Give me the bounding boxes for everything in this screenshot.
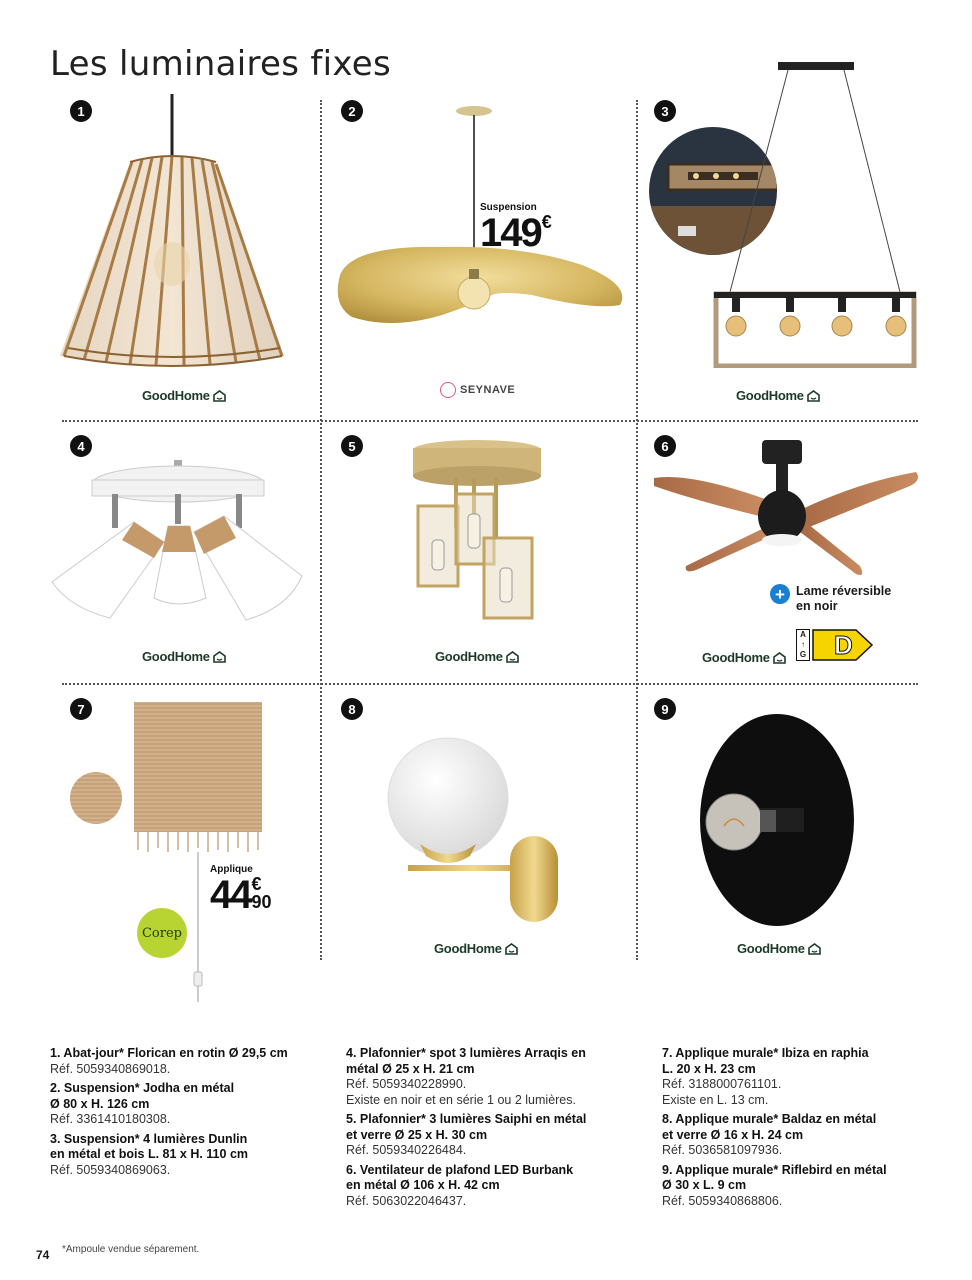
brand-logo-goodhome — [435, 649, 519, 664]
energy-class-letter: D — [834, 630, 853, 660]
price-tag-suspension — [480, 202, 552, 253]
price-currency: € — [541, 212, 552, 232]
product-image-bar-pendant — [704, 58, 926, 368]
product-number: 7 — [70, 698, 92, 720]
description-ref: Réf. 5059340228990. — [346, 1077, 467, 1091]
description-title: en métal Ø 106 x H. 42 cm — [346, 1178, 500, 1192]
product-number: 3 — [654, 100, 676, 122]
description-title: 2. Suspension* Jodha en métal — [50, 1081, 235, 1095]
description-title: et verre Ø 16 x H. 24 cm — [662, 1127, 804, 1142]
product-number: 9 — [654, 698, 676, 720]
price-integer: 44 — [210, 873, 251, 917]
description-title: 6. Ventilateur de plafond LED Burbank — [346, 1162, 574, 1177]
product-number: 2 — [341, 100, 363, 122]
grid-divider — [636, 100, 638, 960]
product-description — [662, 1163, 942, 1210]
price-value — [210, 875, 272, 915]
brand-name: Corep — [141, 925, 182, 941]
brand-name: SEYNAVE — [460, 384, 516, 396]
description-title: 8. Applique murale* Baldaz en métal — [662, 1112, 877, 1126]
description-title: Ø 30 x L. 9 cm — [662, 1178, 747, 1192]
price-value — [480, 213, 552, 253]
product-description — [346, 1112, 636, 1159]
price-label: Applique — [210, 864, 253, 875]
product-image-rattan-pendant — [60, 94, 300, 374]
description-title: métal Ø 25 x H. 21 cm — [346, 1061, 475, 1076]
product-image-glass-ceiling — [404, 438, 550, 626]
description-ref: Réf. 3188000761101. — [662, 1077, 782, 1091]
brand-name: GoodHome — [142, 649, 210, 664]
house-icon — [213, 390, 226, 402]
energy-scale — [796, 629, 810, 661]
description-ref: Réf. 5036581097936. — [662, 1143, 783, 1157]
brand-name: GoodHome — [736, 388, 804, 403]
product-description — [50, 1081, 330, 1128]
brand-logo-goodhome — [142, 649, 226, 664]
product-description — [50, 1046, 330, 1077]
description-ref: Réf. 5059340869018. — [50, 1061, 171, 1076]
description-title: et verre Ø 25 x H. 30 cm — [346, 1127, 488, 1142]
brand-logo-goodhome — [142, 388, 226, 403]
brand-logo-corep — [137, 908, 187, 958]
seynave-logo-icon — [440, 382, 456, 398]
description-title: Ø 80 x H. 126 cm — [50, 1096, 150, 1111]
page-title: Les luminaires fixes — [50, 44, 391, 84]
description-title: 5. Plafonnier* 3 lumières Saiphi en métal — [346, 1112, 587, 1126]
product-image-ceiling-fan — [650, 438, 922, 578]
descriptions-column-3 — [662, 1046, 942, 1213]
plus-icon: + — [770, 584, 790, 604]
description-title: L. 20 x H. 23 cm — [662, 1061, 756, 1076]
description-title: 3. Suspension* 4 lumières Dunlin — [50, 1131, 248, 1146]
description-title: 1. Abat-jour* Florican en rotin Ø 29,5 cm — [50, 1046, 288, 1060]
description-ref: Réf. 5059340868806. — [662, 1193, 783, 1208]
product-number: 1 — [70, 100, 92, 122]
description-ref: Réf. 5059340226484. — [346, 1143, 467, 1157]
feature-line: Lame réversible — [796, 584, 892, 598]
product-description — [662, 1112, 942, 1159]
energy-scale-bottom: G — [799, 650, 807, 659]
house-icon — [773, 652, 786, 664]
brand-name: GoodHome — [142, 388, 210, 403]
house-icon — [808, 943, 821, 955]
footnote: *Ampoule vendue séparement. — [62, 1244, 200, 1255]
description-ref: Réf. 3361410180308. — [50, 1112, 171, 1126]
price-currency: € — [251, 874, 262, 894]
brand-name: GoodHome — [702, 650, 770, 665]
grid-divider — [62, 420, 918, 422]
product-image-raffia-wall-lamp — [66, 702, 286, 1020]
product-image-spot-ceiling — [50, 458, 306, 626]
grid-divider — [62, 683, 918, 685]
product-number: 4 — [70, 435, 92, 457]
energy-class-arrow — [812, 629, 862, 661]
brand-logo-seynave — [440, 382, 515, 398]
brand-logo-goodhome — [737, 941, 821, 956]
description-ref: Réf. 5059340869063. — [50, 1162, 171, 1177]
description-title: 7. Applique murale* Ibiza en raphia — [662, 1046, 869, 1060]
product-number: 6 — [654, 435, 676, 457]
brand-logo-goodhome — [702, 650, 786, 665]
description-title: 9. Applique murale* Riflebird en métal — [662, 1162, 887, 1177]
price-tag-applique — [210, 864, 272, 915]
product-number: 8 — [341, 698, 363, 720]
brand-name: GoodHome — [434, 941, 502, 956]
house-icon — [505, 943, 518, 955]
page-number: 74 — [36, 1248, 50, 1262]
brand-name: GoodHome — [737, 941, 805, 956]
brand-logo-goodhome — [736, 388, 820, 403]
energy-label — [796, 629, 862, 661]
price-cents: 90 — [251, 892, 272, 912]
house-icon — [807, 390, 820, 402]
descriptions-column-1 — [50, 1046, 330, 1182]
product-description — [346, 1163, 636, 1210]
product-number: 5 — [341, 435, 363, 457]
product-description — [662, 1046, 942, 1108]
product-description — [346, 1046, 636, 1108]
house-icon — [213, 651, 226, 663]
reversible-blade-feature — [770, 584, 891, 614]
description-title: 4. Plafonnier* spot 3 lumières Arraqis en — [346, 1046, 586, 1060]
grid-divider — [320, 100, 322, 960]
description-title: en métal et bois L. 81 x H. 110 cm — [50, 1147, 249, 1161]
description-note: Existe en L. 13 cm. — [662, 1092, 769, 1107]
product-image-oval-wall-lamp — [698, 712, 856, 928]
product-image-globe-wall-lamp — [386, 736, 576, 926]
energy-scale-top: A — [800, 630, 806, 639]
description-note: Existe en noir et en série 1 ou 2 lumières. — [346, 1092, 576, 1107]
brand-name: GoodHome — [435, 649, 503, 664]
descriptions-column-2 — [346, 1046, 636, 1213]
price-label: Suspension — [480, 202, 537, 213]
feature-line: en noir — [796, 599, 838, 613]
arrow-up-icon: ↑ — [801, 640, 805, 649]
description-ref: Réf. 5063022046437. — [346, 1193, 467, 1208]
brand-logo-goodhome — [434, 941, 518, 956]
price-integer: 149 — [480, 211, 541, 255]
product-description — [50, 1132, 330, 1179]
house-icon — [506, 651, 519, 663]
